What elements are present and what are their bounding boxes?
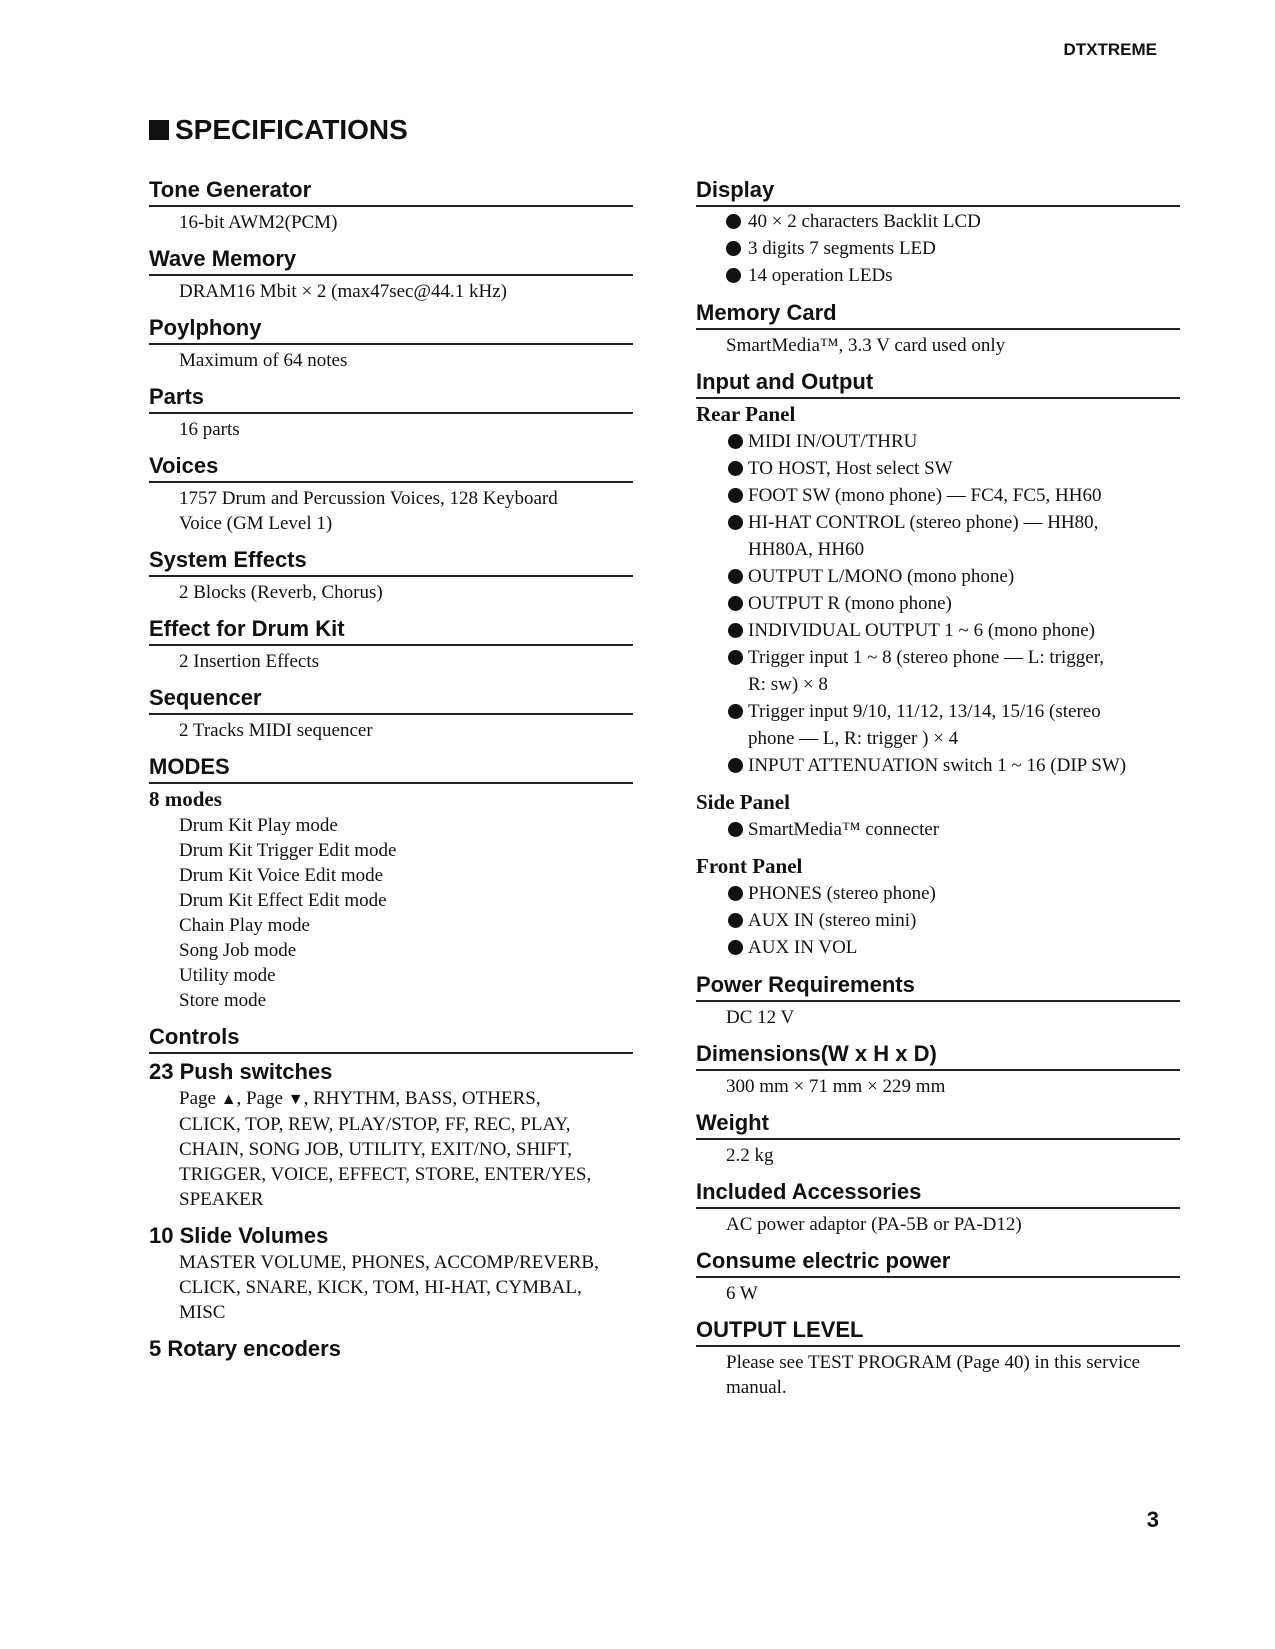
section-value (149, 486, 633, 536)
section-sequencer (149, 684, 633, 743)
section-system-effects (149, 546, 633, 605)
bullet-icon (728, 461, 743, 476)
bullet-icon (728, 940, 743, 955)
bullet-icon (728, 569, 743, 584)
subsection-heading: 8 modes (149, 787, 222, 811)
section-value: 2 Tracks MIDI sequencer (179, 720, 373, 741)
bullet-icon (726, 241, 741, 256)
section-wave-memory (149, 245, 633, 304)
bullet-icon (726, 268, 741, 283)
value-text: , RHYTHM, BASS, OTHERS, (303, 1088, 541, 1109)
section-value: 16 parts (179, 419, 240, 440)
list-item: Drum Kit Effect Edit mode (179, 890, 387, 911)
value-line: MASTER VOLUME, PHONES, ACCOMP/REVERB, (179, 1252, 599, 1273)
bullet-icon (728, 596, 743, 611)
subsection-heading: 23 Push switches (149, 1059, 333, 1084)
value-line: SPEAKER (179, 1189, 264, 1210)
section-heading: Input and Output (696, 368, 1180, 399)
section-value: 300 mm × 71 mm × 229 mm (726, 1076, 946, 1097)
section-value: AC power adaptor (PA-5B or PA-D12) (726, 1214, 1022, 1235)
list-item: INPUT ATTENUATION switch 1 ~ 16 (DIP SW) (696, 752, 1180, 779)
section-heading: Power Requirements (696, 971, 1180, 1002)
bullet-icon (728, 758, 743, 773)
section-heading: OUTPUT LEVEL (696, 1316, 1180, 1347)
list-item: Trigger input 1 ~ 8 (stereo phone — L: trigger, R: sw) × 8 (696, 644, 1180, 698)
section-value: DC 12 V (726, 1007, 795, 1028)
section-dimensions (696, 1040, 1180, 1099)
bullet-icon (728, 822, 743, 837)
section-heading: Tone Generator (149, 176, 633, 207)
section-heading: Included Accessories (696, 1178, 1180, 1209)
section-parts (149, 383, 633, 442)
slide-volumes-list (149, 1250, 633, 1325)
right-column (696, 176, 1180, 1410)
value-line: Page ▲, Page ▼, RHYTHM, BASS, OTHERS, (179, 1088, 541, 1109)
section-power-requirements (696, 971, 1180, 1030)
section-polyphony (149, 314, 633, 373)
section-input-output (696, 368, 1180, 961)
list-item: Drum Kit Trigger Edit mode (179, 840, 397, 861)
list-item: AUX IN (stereo mini) (696, 907, 1180, 934)
bullet-icon (728, 913, 743, 928)
bullet-icon (728, 515, 743, 530)
list-item: AUX IN VOL (696, 934, 1180, 961)
bullet-icon (728, 488, 743, 503)
list-item: MIDI IN/OUT/THRU (696, 428, 1180, 455)
value-line: manual. (726, 1377, 787, 1398)
value-line: CLICK, TOP, REW, PLAY/STOP, FF, REC, PLAY, (179, 1114, 571, 1135)
list-item: 14 operation LEDs (696, 262, 1180, 289)
list-item: Drum Kit Play mode (179, 815, 338, 836)
list-item: Drum Kit Voice Edit mode (179, 865, 384, 886)
list-item: 40 × 2 characters Backlit LCD (696, 208, 1180, 235)
section-tone-generator (149, 176, 633, 235)
subsection-heading: Front Panel (696, 854, 803, 878)
section-heading: Sequencer (149, 684, 633, 715)
bullet-icon (728, 434, 743, 449)
bullet-icon (728, 704, 743, 719)
square-bullet-icon (149, 120, 169, 140)
section-value: 2 Insertion Effects (179, 651, 319, 672)
triangle-up-icon: ▲ (220, 1091, 237, 1108)
section-controls (149, 1023, 633, 1363)
section-value: SmartMedia™, 3.3 V card used only (726, 335, 1006, 356)
bullet-icon (726, 214, 741, 229)
section-heading: Weight (696, 1109, 1180, 1140)
section-value: 2 Blocks (Reverb, Chorus) (179, 582, 383, 603)
section-memory-card (696, 299, 1180, 358)
list-item: FOOT SW (mono phone) — FC4, FC5, HH60 (696, 482, 1180, 509)
value-line: 1757 Drum and Percussion Voices, 128 Keyboard (179, 488, 558, 509)
section-heading: Consume electric power (696, 1247, 1180, 1278)
section-included-accessories (696, 1178, 1180, 1237)
list-item: Song Job mode (179, 940, 297, 961)
model-name: DTXTREME (1063, 40, 1157, 59)
page-number: 3 (1146, 1507, 1159, 1532)
bullet-icon (728, 886, 743, 901)
front-panel-list (696, 880, 1180, 961)
list-item: INDIVIDUAL OUTPUT 1 ~ 6 (mono phone) (696, 617, 1180, 644)
section-consume-power (696, 1247, 1180, 1306)
left-column (149, 176, 633, 1373)
modes-list (149, 813, 633, 1013)
section-modes (149, 753, 633, 1013)
section-heading: System Effects (149, 546, 633, 577)
bullet-icon (728, 623, 743, 638)
value-line: Please see TEST PROGRAM (Page 40) in this service (726, 1352, 1141, 1373)
section-heading: Effect for Drum Kit (149, 615, 633, 646)
list-item: SmartMedia™ connecter (696, 816, 1180, 843)
rear-panel-list (696, 428, 1180, 779)
section-value (696, 1350, 1180, 1400)
value-line: MISC (179, 1302, 226, 1323)
list-item: OUTPUT L/MONO (mono phone) (696, 563, 1180, 590)
list-item: TO HOST, Host select SW (696, 455, 1180, 482)
value-line: TRIGGER, VOICE, EFFECT, STORE, ENTER/YES, (179, 1164, 592, 1185)
subsection-heading: Rear Panel (696, 402, 796, 426)
subsection-heading: Side Panel (696, 790, 790, 814)
section-heading: Parts (149, 383, 633, 414)
section-heading: Poylphony (149, 314, 633, 345)
section-display (696, 176, 1180, 289)
section-value: DRAM16 Mbit × 2 (max47sec@44.1 kHz) (179, 281, 507, 302)
side-panel-list (696, 816, 1180, 843)
section-effect-drum-kit (149, 615, 633, 674)
section-heading: Wave Memory (149, 245, 633, 276)
bullet-list (696, 208, 1180, 289)
list-item: Utility mode (179, 965, 276, 986)
page-label: Page (179, 1088, 216, 1109)
list-item: PHONES (stereo phone) (696, 880, 1180, 907)
value-line: CLICK, SNARE, KICK, TOM, HI-HAT, CYMBAL, (179, 1277, 582, 1298)
value-line: CHAIN, SONG JOB, UTILITY, EXIT/NO, SHIFT, (179, 1139, 573, 1160)
list-item: 3 digits 7 segments LED (696, 235, 1180, 262)
value-line: Voice (GM Level 1) (179, 513, 333, 534)
section-heading: Controls (149, 1023, 633, 1054)
section-heading: Memory Card (696, 299, 1180, 330)
bullet-icon (728, 650, 743, 665)
push-switches-list (149, 1086, 633, 1212)
list-item: Trigger input 9/10, 11/12, 13/14, 15/16 (stereo phone — L, R: trigger ) × 4 (696, 698, 1180, 752)
section-value: 16-bit AWM2(PCM) (179, 212, 338, 233)
page-label: Page (246, 1088, 283, 1109)
section-value: 6 W (726, 1283, 758, 1304)
section-output-level (696, 1316, 1180, 1400)
section-voices (149, 452, 633, 536)
list-item: Chain Play mode (179, 915, 310, 936)
section-value: 2.2 kg (726, 1145, 774, 1166)
section-weight (696, 1109, 1180, 1168)
section-heading: Voices (149, 452, 633, 483)
subsection-heading: 10 Slide Volumes (149, 1223, 329, 1248)
section-heading: Dimensions(W x H x D) (696, 1040, 1180, 1071)
triangle-down-icon: ▼ (287, 1091, 304, 1108)
section-heading: MODES (149, 753, 633, 784)
list-item: HI-HAT CONTROL (stereo phone) — HH80, HH80A, HH60 (696, 509, 1180, 563)
page-title (149, 114, 408, 146)
page-title-text: SPECIFICATIONS (175, 114, 408, 145)
subsection-heading: 5 Rotary encoders (149, 1336, 341, 1361)
section-heading: Display (696, 176, 1180, 207)
section-value: Maximum of 64 notes (179, 350, 348, 371)
list-item: Store mode (179, 990, 267, 1011)
list-item: OUTPUT R (mono phone) (696, 590, 1180, 617)
